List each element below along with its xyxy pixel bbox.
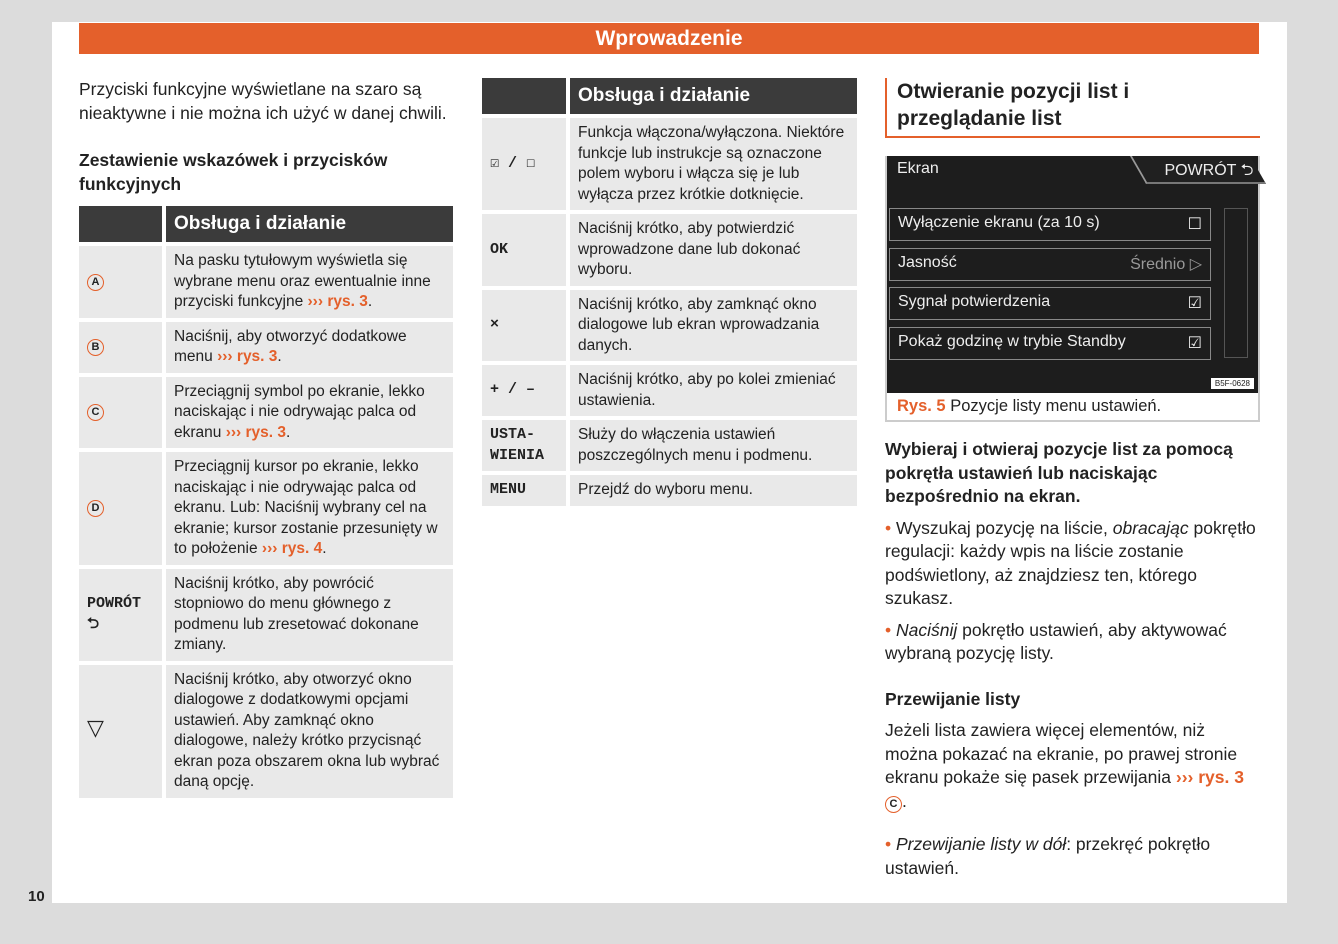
screen-title: Ekran [897,160,939,177]
column-left [79,78,453,802]
settings-list-item[interactable]: Wyłączenie ekranu (za 10 s) ☐ [889,208,1211,241]
table-row [79,377,453,449]
section-heading: Otwieranie pozycji list i przeglądanie list [885,78,1260,138]
row-description: Naciśnij, aby otworzyć dodatkowe menu ››› rys. 3. [166,322,453,373]
figure-caption: Rys. 5 Pozycje listy menu ustawień. [897,397,1162,415]
row-description: Przeciągnij kursor po ekranie, lekko naciskając i nie odrywając palca od ekranu. Lub: Naciśnij wybrany cel na ekranie; kursor zostanie przesunięty w to położenie ››› rys. 4. [166,452,453,565]
table-row [482,365,857,416]
row-description: Funkcja włączona/wyłączona. Niektóre funkcje lub instrukcje są oznaczone polem wyboru i włącza się je lub wyłącza przez krótkie dotknięcie. [570,118,857,210]
row-label [79,322,166,373]
figure-link[interactable]: rys. 4 [281,540,323,557]
table-row [79,665,453,798]
bullet-item: • Naciśnij pokrętło ustawień, aby aktywować wybraną pozycję listy. [885,619,1227,663]
row-label: MENU [482,475,570,506]
row-description: Służy do włączenia ustawień poszczególnych menu i podmenu. [570,420,857,471]
back-button[interactable]: POWRÓT ⮌ [1130,156,1266,184]
row-description: Przeciągnij symbol po ekranie, lekko naciskając i nie odrywając palca od ekranu ››› rys. 3. [166,377,453,449]
row-label: + / – [482,365,570,416]
section-header: Wprowadzenie [79,23,1259,54]
callout-c: C [885,796,902,813]
settings-list-item[interactable]: Pokaż godzinę w trybie Standby ☑ [889,327,1211,360]
row-label: POWRÓT ⮌ [79,569,166,661]
row-description: Naciśnij krótko, aby po kolei zmieniać ustawienia. [570,365,857,416]
figure-link[interactable]: rys. 3 [327,293,368,310]
row-label: OK [482,214,570,286]
sub-heading: Przewijanie listy [885,688,1021,709]
row-label [79,377,166,449]
symbols-table [79,202,453,802]
callout-b: B [87,339,104,356]
row-description: Naciśnij krótko, aby otworzyć okno dialogowe z dodatkowymi opcjami ustawień. Aby zamknąć okno dialogowe, należy krótko przycisnąć ekran poza obszarem okna lub wybrać daną opcję. [166,665,453,798]
bullet-item: • Przewijanie listy w dół: przekręć pokrętło ustawień. [885,834,1211,878]
checkbox-icon[interactable]: ☑ [1187,334,1202,352]
callout-d: D [87,500,104,517]
screen-image [887,156,1258,393]
table-row [482,420,857,471]
table-row [79,246,453,318]
row-label: ☑ / ☐ [482,118,570,210]
callout-c: C [87,404,104,421]
table-row [482,475,857,506]
row-description: Naciśnij krótko, aby potwierdzić wprowadzone dane lub dokonać wyboru. [570,214,857,286]
figure-link[interactable]: rys. 3 [236,348,278,365]
callout-a: A [87,274,104,291]
lead-text: Wybieraj i otwieraj pozycje list za pomocą pokrętła ustawień lub naciskając bezpośrednio na ekran. [885,439,1233,506]
row-label [79,665,166,798]
figure [885,156,1260,422]
checkbox-icon[interactable]: ☐ [1187,216,1202,233]
figure-link[interactable]: rys. 3 [245,423,287,441]
section-heading: Zestawienie wskazówek i przycisków funkcyjnych [79,150,388,194]
bullet-item: • Wyszukaj pozycję na liście, obracając pokrętło regulacji: każdy wpis na liście zostanie podświetlony, aż znajdziesz ten, którego szukasz. [885,517,1256,608]
settings-list-item[interactable]: Sygnał potwierdzenia ☑ [889,287,1211,320]
buttons-table [482,74,857,510]
row-label [79,452,166,565]
table-row [482,118,857,210]
table-header: Obsługa i działanie [166,206,453,242]
column-right [885,78,1260,888]
page-number: 10 [28,888,45,905]
settings-list-item[interactable]: Jasność Średnio ▷ [889,248,1211,281]
column-middle [482,78,857,510]
table-row [79,452,453,565]
row-description: Naciśnij krótko, aby zamknąć okno dialogowe lub ekran wprowadzania danych. [570,290,857,362]
value-text[interactable]: Średnio ▷ [1130,255,1202,273]
table-row [79,569,453,661]
figure-code: B5F-0628 [1211,378,1254,389]
table-header: Obsługa i działanie [570,78,857,114]
scroll-text: Jeżeli lista zawiera więcej elementów, niż można pokazać na ekranie, po prawej stronie ekranu pokaże się pasek przewijania ››› rys. 3 C . [885,720,1244,811]
row-description: Przejdź do wyboru menu. [570,475,857,506]
row-label: × [482,290,570,362]
back-arrow-icon: ⮌ [87,615,100,633]
triangle-icon: ▽ [87,716,104,742]
row-description: Na pasku tytułowym wyświetla się wybrane menu oraz ewentualnie inne przyciski funkcyjne ››› rys. 3. [166,246,453,318]
table-row [79,322,453,373]
row-label [79,246,166,318]
table-row [482,290,857,362]
row-label: USTA-WIENIA [482,420,570,471]
checkbox-icon[interactable]: ☑ [1187,295,1202,312]
figure-link[interactable]: rys. 3 [1198,767,1244,787]
table-row [482,214,857,286]
row-description: Naciśnij krótko, aby powrócić stopniowo do menu głównego z podmenu lub zresetować dokonane zmiany. [166,569,453,661]
scrollbar[interactable] [1224,208,1248,358]
intro-text: Przyciski funkcyjne wyświetlane na szaro są nieaktywne i nie można ich użyć w danej chwili. [79,79,447,123]
